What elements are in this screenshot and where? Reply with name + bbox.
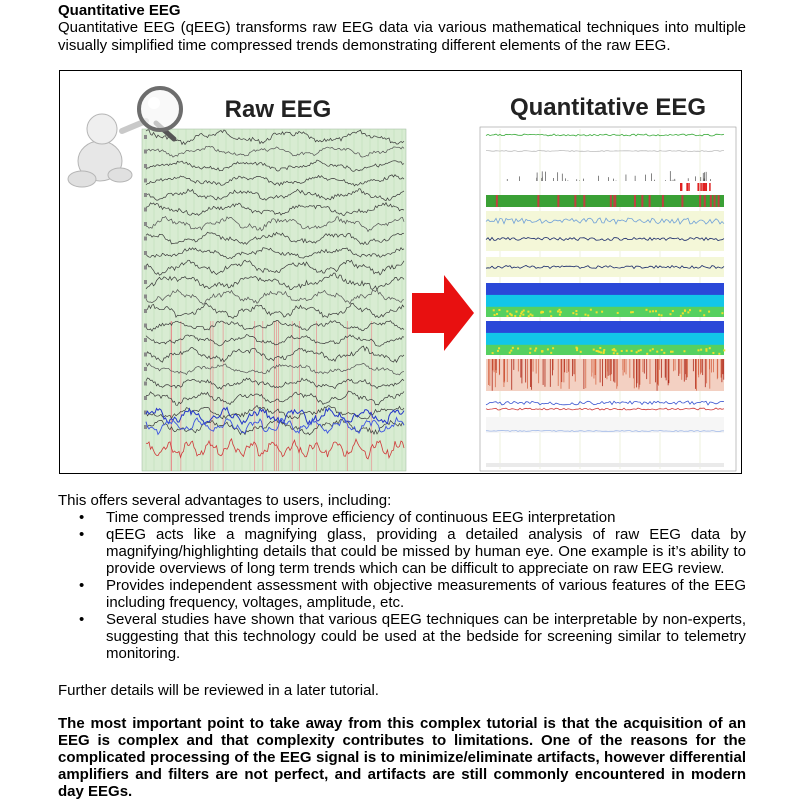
artifact-mark — [704, 195, 706, 207]
seizure-mark — [704, 183, 706, 191]
spectrogram-hotspot — [640, 349, 642, 351]
channel-label-mark — [144, 208, 147, 212]
seizure-mark — [680, 183, 682, 191]
spectrogram-hotspot — [705, 350, 707, 352]
spectrogram-hotspot — [599, 347, 601, 349]
spectrogram-hotspot — [531, 315, 533, 317]
artifact-mark — [714, 195, 716, 207]
spectrogram-hotspot — [603, 349, 605, 351]
spectrogram-hotspot — [689, 309, 691, 311]
spectrogram-hotspot — [663, 352, 665, 354]
spectrogram-hotspot — [617, 312, 619, 314]
spectrogram-band — [486, 283, 724, 295]
spectrogram-hotspot — [522, 314, 524, 316]
list-item: • Several studies have shown that various qEEG techniques can be interpretable by non-experts, suggesting that this technology could be used at the bedside for screening similar to telemetry monitoring. — [79, 611, 746, 662]
spectrogram-hotspot — [598, 351, 600, 353]
spectrogram-hotspot — [600, 351, 602, 353]
spectrogram-hotspot — [520, 313, 522, 315]
spectrogram-hotspot — [572, 312, 574, 314]
spectrogram-hotspot — [540, 312, 542, 314]
spectrogram-hotspot — [590, 309, 592, 311]
spectrogram-hotspot — [669, 313, 671, 315]
channel-label-mark — [144, 338, 147, 342]
seizure-mark — [706, 183, 708, 191]
list-item: • Provides independent assessment with objective measurements of various features of the EEG including frequency, voltages, amplitude, etc. — [79, 577, 746, 611]
spectrogram-hotspot — [541, 350, 543, 352]
spectrogram-hotspot — [709, 347, 711, 349]
channel-label-mark — [144, 135, 147, 139]
spectrogram-hotspot — [718, 353, 720, 355]
artifact-mark — [662, 195, 664, 207]
spectrogram-hotspot — [636, 351, 638, 353]
spectrogram-hotspot — [530, 313, 532, 315]
artifact-mark — [537, 195, 539, 207]
spectrogram-hotspot — [684, 310, 686, 312]
section-heading: Quantitative EEG — [58, 2, 181, 19]
spectrogram-hotspot — [529, 352, 531, 354]
artifact-mark — [614, 195, 616, 207]
spectrogram-hotspot — [687, 311, 689, 313]
further-details-note: Further details will be reviewed in a later tutorial. — [58, 682, 379, 699]
artifact-mark — [649, 195, 651, 207]
artifact-mark — [574, 195, 576, 207]
spectrogram-hotspot — [550, 315, 552, 317]
spectrogram-hotspot — [680, 315, 682, 317]
spectrogram-hotspot — [603, 351, 605, 353]
spectrogram-hotspot — [492, 352, 494, 354]
spectrogram-hotspot — [638, 350, 640, 352]
spectrogram-hotspot — [575, 347, 577, 349]
eeg-illustration — [60, 71, 741, 473]
spectrogram-hotspot — [535, 347, 537, 349]
spectrogram-hotspot — [616, 353, 618, 355]
spectrogram-hotspot — [496, 313, 498, 315]
spectrogram-hotspot — [621, 350, 623, 352]
spectrogram-hotspot — [682, 312, 684, 314]
trend-band — [486, 211, 724, 251]
artifact-mark — [557, 195, 559, 207]
spectrogram-hotspot — [596, 311, 598, 313]
spectrogram-hotspot — [580, 351, 582, 353]
spectrogram-hotspot — [697, 349, 699, 351]
artifact-mark — [583, 195, 585, 207]
spectrogram-hotspot — [593, 349, 595, 351]
spectrogram-hotspot — [498, 309, 500, 311]
spectrogram-hotspot — [632, 311, 634, 313]
channel-label-mark — [144, 237, 147, 241]
seizure-mark — [709, 183, 711, 191]
spectrogram-hotspot — [672, 351, 674, 353]
spectrogram-hotspot — [699, 310, 701, 312]
eeg-comparison-figure — [59, 70, 742, 474]
artifact-mark — [681, 195, 683, 207]
channel-label-mark — [144, 382, 147, 386]
spectrogram-hotspot — [649, 311, 651, 313]
list-item: • qEEG acts like a magnifying glass, providing a detailed analysis of raw EEG data by magnifying/highlighting details that could be missed by human eye. One example is it’s ability to provide overviews of long term trends which can be difficult to appreciate on raw EEG review. — [79, 526, 746, 577]
spectrogram-hotspot — [700, 349, 702, 351]
spectrogram-hotspot — [550, 352, 552, 354]
seizure-mark — [687, 183, 689, 191]
spectrogram-band — [486, 321, 724, 333]
spectrogram-hotspot — [497, 350, 499, 352]
channel-label-mark — [144, 266, 147, 270]
trend-band — [486, 417, 724, 433]
trend-band — [486, 463, 724, 467]
trend-band — [486, 257, 724, 277]
spectrogram-hotspot — [587, 315, 589, 317]
spectrogram-hotspot — [652, 310, 654, 312]
spectrogram-hotspot — [712, 352, 714, 354]
intro-paragraph: Quantitative EEG (qEEG) transforms raw EEG data via various mathematical techniques into multiple visually simplified time compressed trends demonstrating different elements of the raw EEG. — [58, 19, 746, 54]
spectrogram-hotspot — [656, 351, 658, 353]
spectrogram-hotspot — [661, 314, 663, 316]
spectrogram-hotspot — [517, 347, 519, 349]
channel-label-mark — [144, 324, 147, 328]
quantitative-eeg-label: Quantitative EEG — [509, 94, 707, 121]
list-item: • Time compressed trends improve efficiency of continuous EEG interpretation — [79, 509, 616, 526]
spectrogram-hotspot — [721, 312, 723, 314]
advantages-list — [58, 509, 746, 662]
spectrogram-hotspot — [655, 310, 657, 312]
artifact-mark — [710, 195, 712, 207]
bullet-icon: • — [79, 509, 85, 526]
spectrogram-hotspot — [672, 310, 674, 312]
spectrogram-hotspot — [646, 309, 648, 311]
spectrogram-hotspot — [534, 350, 536, 352]
channel-label-mark — [144, 425, 147, 429]
transform-arrow-icon — [412, 275, 474, 351]
spectrogram-hotspot — [683, 350, 685, 352]
spectrogram-hotspot — [493, 309, 495, 311]
spectrogram-hotspot — [576, 313, 578, 315]
spectrogram-hotspot — [646, 353, 648, 355]
spectrogram-hotspot — [626, 350, 628, 352]
spectrogram-hotspot — [631, 350, 633, 352]
spectrogram-hotspot — [723, 349, 725, 351]
spectrogram-hotspot — [494, 314, 496, 316]
spectrogram-hotspot — [708, 311, 710, 313]
channel-label-mark — [144, 222, 147, 226]
spectrogram-hotspot — [658, 314, 660, 316]
spectrogram-hotspot — [512, 347, 514, 349]
channel-label-mark — [144, 251, 147, 255]
spectrogram-hotspot — [703, 314, 705, 316]
spectrogram-hotspot — [596, 350, 598, 352]
artifact-mark — [718, 195, 720, 207]
spectrogram-hotspot — [649, 350, 651, 352]
spectrogram-hotspot — [559, 309, 561, 311]
trend-band — [486, 195, 724, 207]
spectrogram-hotspot — [528, 315, 530, 317]
artifact-mark — [634, 195, 636, 207]
spectrogram-hotspot — [515, 311, 517, 313]
spectrogram-hotspot — [511, 314, 513, 316]
spectrogram-hotspot — [576, 349, 578, 351]
channel-label-mark — [144, 396, 147, 400]
spectrogram-hotspot — [613, 352, 615, 354]
spectrogram-hotspot — [549, 311, 551, 313]
spectrogram-hotspot — [506, 310, 508, 312]
spectrogram-hotspot — [661, 349, 663, 351]
channel-label-mark — [144, 309, 147, 313]
spectrogram-hotspot — [509, 352, 511, 354]
artifact-mark — [699, 195, 701, 207]
key-takeaway: The most important point to take away from this complex tutorial is that the acquisition of an EEG is complex and that complexity contributes to limitations. One of the reasons for the complicated processing of the EEG signal is to minimize/eliminate artifacts, however differential amplifiers and filters are not perfect, and artifacts are still commonly encountered in modern day EEGs. — [58, 715, 746, 800]
spectrogram-hotspot — [584, 314, 586, 316]
spectrogram-hotspot — [498, 347, 500, 349]
spectrogram-hotspot — [613, 348, 615, 350]
spectrogram-hotspot — [652, 348, 654, 350]
channel-label-mark — [144, 353, 147, 357]
seizure-mark — [688, 183, 690, 191]
seizure-mark — [702, 183, 704, 191]
spectrogram-hotspot — [575, 310, 577, 312]
channel-label-mark — [144, 295, 147, 299]
artifact-mark — [641, 195, 643, 207]
seizure-mark — [697, 183, 699, 191]
channel-label-mark — [144, 193, 147, 197]
spectrogram-hotspot — [519, 315, 521, 317]
spectrogram-hotspot — [527, 311, 529, 313]
spectrogram-hotspot — [521, 311, 523, 313]
spectrogram-hotspot — [510, 350, 512, 352]
advantages-intro: This offers several advantages to users, including: — [58, 492, 392, 509]
spectrogram-hotspot — [559, 311, 561, 313]
channel-label-mark — [144, 179, 147, 183]
spectrogram-hotspot — [601, 311, 603, 313]
bullet-icon: • — [79, 526, 85, 543]
spectrogram-hotspot — [559, 314, 561, 316]
spectrogram-hotspot — [630, 311, 632, 313]
channel-label-mark — [144, 280, 147, 284]
spectrogram-hotspot — [514, 315, 516, 317]
artifact-mark — [496, 195, 498, 207]
bullet-icon: • — [79, 611, 85, 628]
raw-eeg-label: Raw EEG — [224, 96, 332, 123]
channel-label-mark — [144, 367, 147, 371]
bullet-icon: • — [79, 577, 85, 594]
spectrogram-hotspot — [506, 315, 508, 317]
channel-label-mark — [144, 164, 147, 168]
seizure-mark — [700, 183, 702, 191]
artifact-mark — [610, 195, 612, 207]
spectrogram-hotspot — [529, 348, 531, 350]
channel-label-mark — [144, 150, 147, 154]
spectrogram-hotspot — [547, 348, 549, 350]
spectrogram-hotspot — [552, 347, 554, 349]
